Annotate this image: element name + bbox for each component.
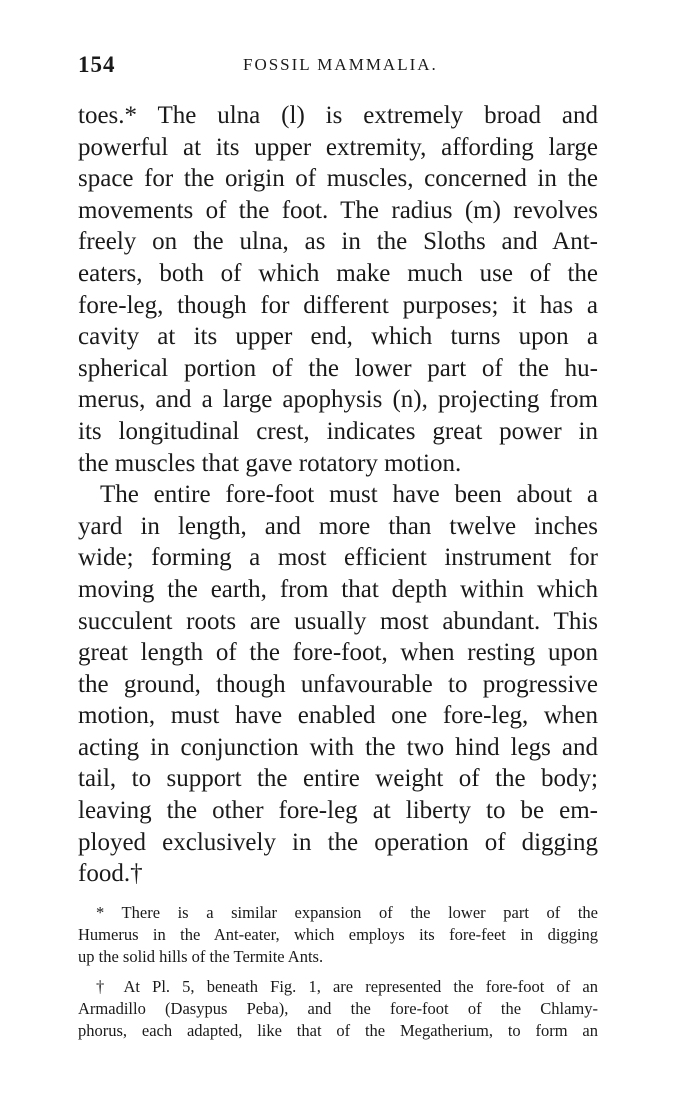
text-line: spherical portion of the lower part of the hu- [78,354,598,382]
footnote-line: Humerus in the Ant-eater, which employs its fore-feet in digging [78,924,598,944]
text-line: the muscles that gave rotatory motion. [78,449,462,477]
text-line: leaving the other fore-leg at liberty to be em- [78,797,598,825]
text-line: powerful at its upper extremity, affording large [78,133,598,161]
text-line: the ground, though unfavourable to progressive [78,670,598,698]
page-header [78,52,598,82]
text-line: space for the origin of muscles, concerned in the [78,165,598,193]
footnote-line: up the solid hills of the Termite Ants. [78,946,324,966]
text-line: movements of the foot. The radius (m) revolves [78,196,598,224]
page-number: 154 [78,52,116,77]
text-line: succulent roots are usually most abundant. This [78,607,598,635]
paragraph-2 [78,479,598,890]
paragraph-1 [78,100,598,479]
footnote-1 [78,902,598,968]
footnote-line: † At Pl. 5, beneath Fig. 1, are represented the fore-foot of an [96,976,598,996]
text-line: yard in length, and more than twelve inches [78,512,598,540]
running-head: FOSSIL MAMMALIA. [243,55,438,74]
book-page [78,52,598,1042]
text-line: moving the earth, from that depth within which [78,575,598,603]
text-line: food.† [78,860,143,888]
text-line: wide; forming a most efficient instrument for [78,544,598,572]
text-line: acting in conjunction with the two hind legs and [78,733,598,761]
text-line: merus, and a large apophysis (n), projecting from [78,386,598,414]
text-line: eaters, both of which make much use of the [78,259,598,287]
text-line: cavity at its upper end, which turns upon a [78,323,598,351]
text-line: great length of the fore-foot, when resting upon [78,639,598,667]
text-line: fore-leg, though for different purposes; it has a [78,291,598,319]
footnote-line: * There is a similar expansion of the lower part of the [96,902,598,922]
text-line: freely on the ulna, as in the Sloths and Ant- [78,228,598,256]
footnote-line: Armadillo (Dasypus Peba), and the fore-foot of the Chlamy- [78,998,598,1018]
text-line: toes.* The ulna (l) is extremely broad and [78,102,598,129]
footnotes [78,902,598,1042]
text-line: tail, to support the entire weight of the body; [78,765,598,793]
text-line: ployed exclusively in the operation of digging [78,828,598,856]
text-line: The entire fore-foot must have been about a [100,481,598,509]
footnote-line: phorus, each adapted, like that of the Megatherium, to form an [78,1020,598,1040]
footnote-2 [78,976,598,1042]
text-line: its longitudinal crest, indicates great power in [78,417,598,445]
body-text [78,100,598,890]
text-line: motion, must have enabled one fore-leg, when [78,702,598,730]
